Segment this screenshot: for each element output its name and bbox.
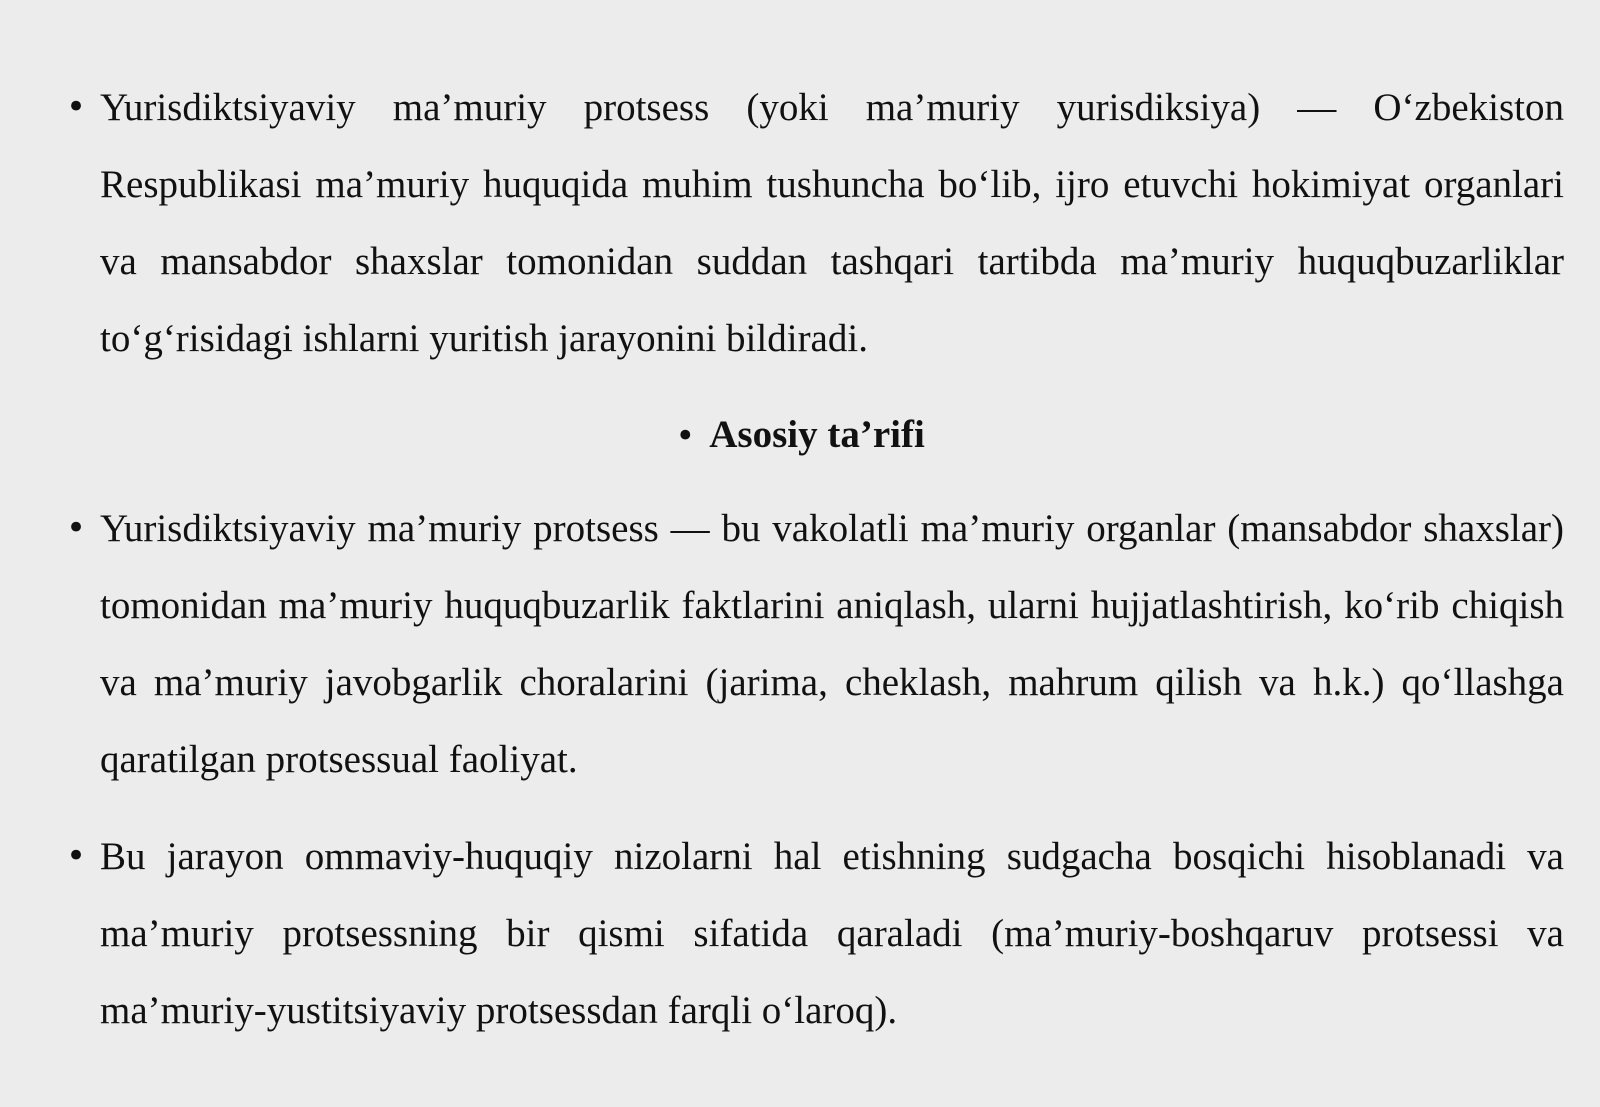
section-heading	[0, 396, 1600, 475]
paragraph-text: Yurisdiktsiyaviy ma’muriy protsess (yoki ma’muriy yurisdiksiya) — O‘zbekiston Respublikasi ma’muriy huquqida muhim tushuncha bo‘lib, ijro etuvchi hokimiyat organlari va mansabdor shaxslar tomonidan suddan tashqari tartibda ma’muriy huquqbuzarliklar to‘g‘risidagi ishlarni yuritish jarayonini bildiradi.	[100, 86, 1564, 360]
paragraph-definition-main	[66, 490, 1564, 798]
paragraph-definition-intro	[66, 69, 1564, 377]
bullet-icon: •	[66, 836, 87, 876]
paragraph-text: Bu jarayon ommaviy-huquqiy nizolarni hal etishning sudgacha bosqichi hisoblanadi va ma’muriy protsessning bir qismi sifatida qaraladi (ma’muriy-boshqaruv protsessi va ma’muriy-yustitsiyaviy protsessdan farqli o‘laroq).	[100, 835, 1564, 1032]
heading-text: Asosiy ta’rifi	[709, 413, 925, 456]
paragraph-text: Yurisdiktsiyaviy ma’muriy protsess — bu vakolatli ma’muriy organlar (mansabdor shaxslar) tomonidan ma’muriy huquqbuzarlik faktlarini aniqlash, ularni hujjatlashtirish, ko‘rib chiqish va ma’muriy javobgarlik choralarini (jarima, cheklash, mahrum qilish va h.k.) qo‘llashga qaratilgan protsessual faoliyat.	[100, 507, 1564, 781]
bullet-icon: •	[675, 416, 696, 456]
bullet-icon: •	[66, 87, 87, 127]
paragraph-stage-note	[66, 818, 1564, 1049]
bullet-icon: •	[66, 508, 87, 548]
